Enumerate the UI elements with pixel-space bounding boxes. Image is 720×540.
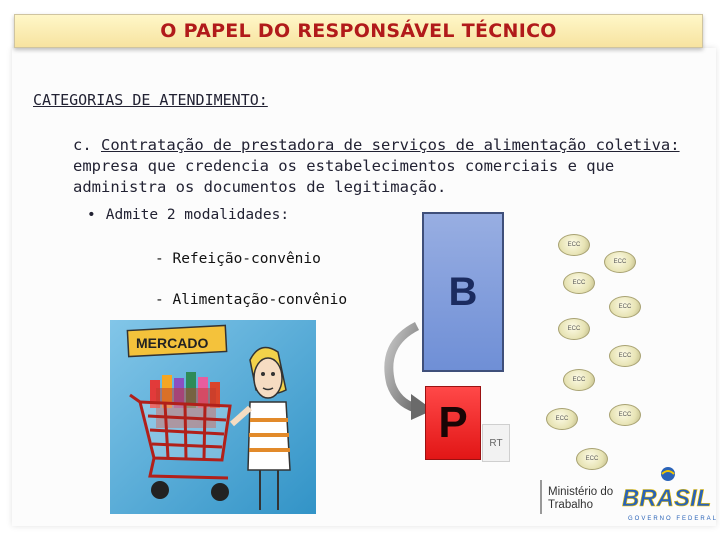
- coin-icon: [563, 369, 595, 391]
- coin-icon: [563, 272, 595, 294]
- store-sign-text: MERCADO: [136, 335, 209, 351]
- modality-meal: - Refeição-convênio: [155, 251, 321, 267]
- coin-label: ECC: [585, 456, 599, 462]
- coin-icon: [558, 318, 590, 340]
- box-p: [425, 386, 481, 460]
- brasil-subtitle: GOVERNO FEDERAL: [628, 516, 718, 522]
- coin-label: ECC: [572, 280, 586, 286]
- description-paragraph: [73, 135, 683, 198]
- item-prefix: c.: [73, 136, 101, 154]
- coin-icon: [609, 296, 641, 318]
- bullet-item: [87, 207, 289, 223]
- bullet-text: Admite 2 modalidades:: [105, 207, 290, 223]
- modality-food: - Alimentação-convênio: [155, 292, 348, 308]
- section-header: CATEGORIAS DE ATENDIMENTO:: [33, 91, 268, 109]
- box-b: [422, 212, 504, 372]
- coin-icon: [546, 408, 578, 430]
- ministry-divider: [540, 480, 542, 514]
- market-illustration: [110, 320, 316, 514]
- coin-label: ECC: [618, 412, 632, 418]
- coin-icon: [576, 448, 608, 470]
- coin-icon: [609, 345, 641, 367]
- coin-label: ECC: [567, 326, 581, 332]
- item-description: empresa que credencia os estabelecimentos comerciais e que administra os documentos de legitimação.: [73, 157, 615, 196]
- coin-icon: [609, 404, 641, 426]
- coin-label: ECC: [613, 259, 627, 265]
- bullet-dot: •: [87, 207, 96, 223]
- brasil-logo: [618, 462, 718, 524]
- brasil-word: BRASIL: [622, 485, 712, 512]
- ministry-line1: Ministério do: [548, 486, 614, 498]
- coin-label: ECC: [618, 353, 632, 359]
- page-title: O PAPEL DO RESPONSÁVEL TÉCNICO: [160, 20, 557, 42]
- title-bar: [14, 14, 703, 48]
- cart-wheel: [211, 483, 229, 501]
- ministry-logo: [548, 486, 613, 512]
- coin-label: ECC: [572, 377, 586, 383]
- coin-label: ECC: [618, 304, 632, 310]
- box-b-label: B: [448, 269, 478, 314]
- box-rt: [482, 424, 510, 462]
- cart-wheel: [151, 481, 169, 499]
- box-rt-label: RT: [489, 437, 503, 449]
- coin-label: ECC: [567, 242, 581, 248]
- ministry-line2: Trabalho: [548, 499, 593, 511]
- coin-icon: [604, 251, 636, 273]
- coin-label: ECC: [555, 416, 569, 422]
- box-p-label: P: [438, 398, 468, 447]
- item-title: Contratação de prestadora de serviços de alimentação coletiva:: [101, 136, 680, 154]
- coin-icon: [558, 234, 590, 256]
